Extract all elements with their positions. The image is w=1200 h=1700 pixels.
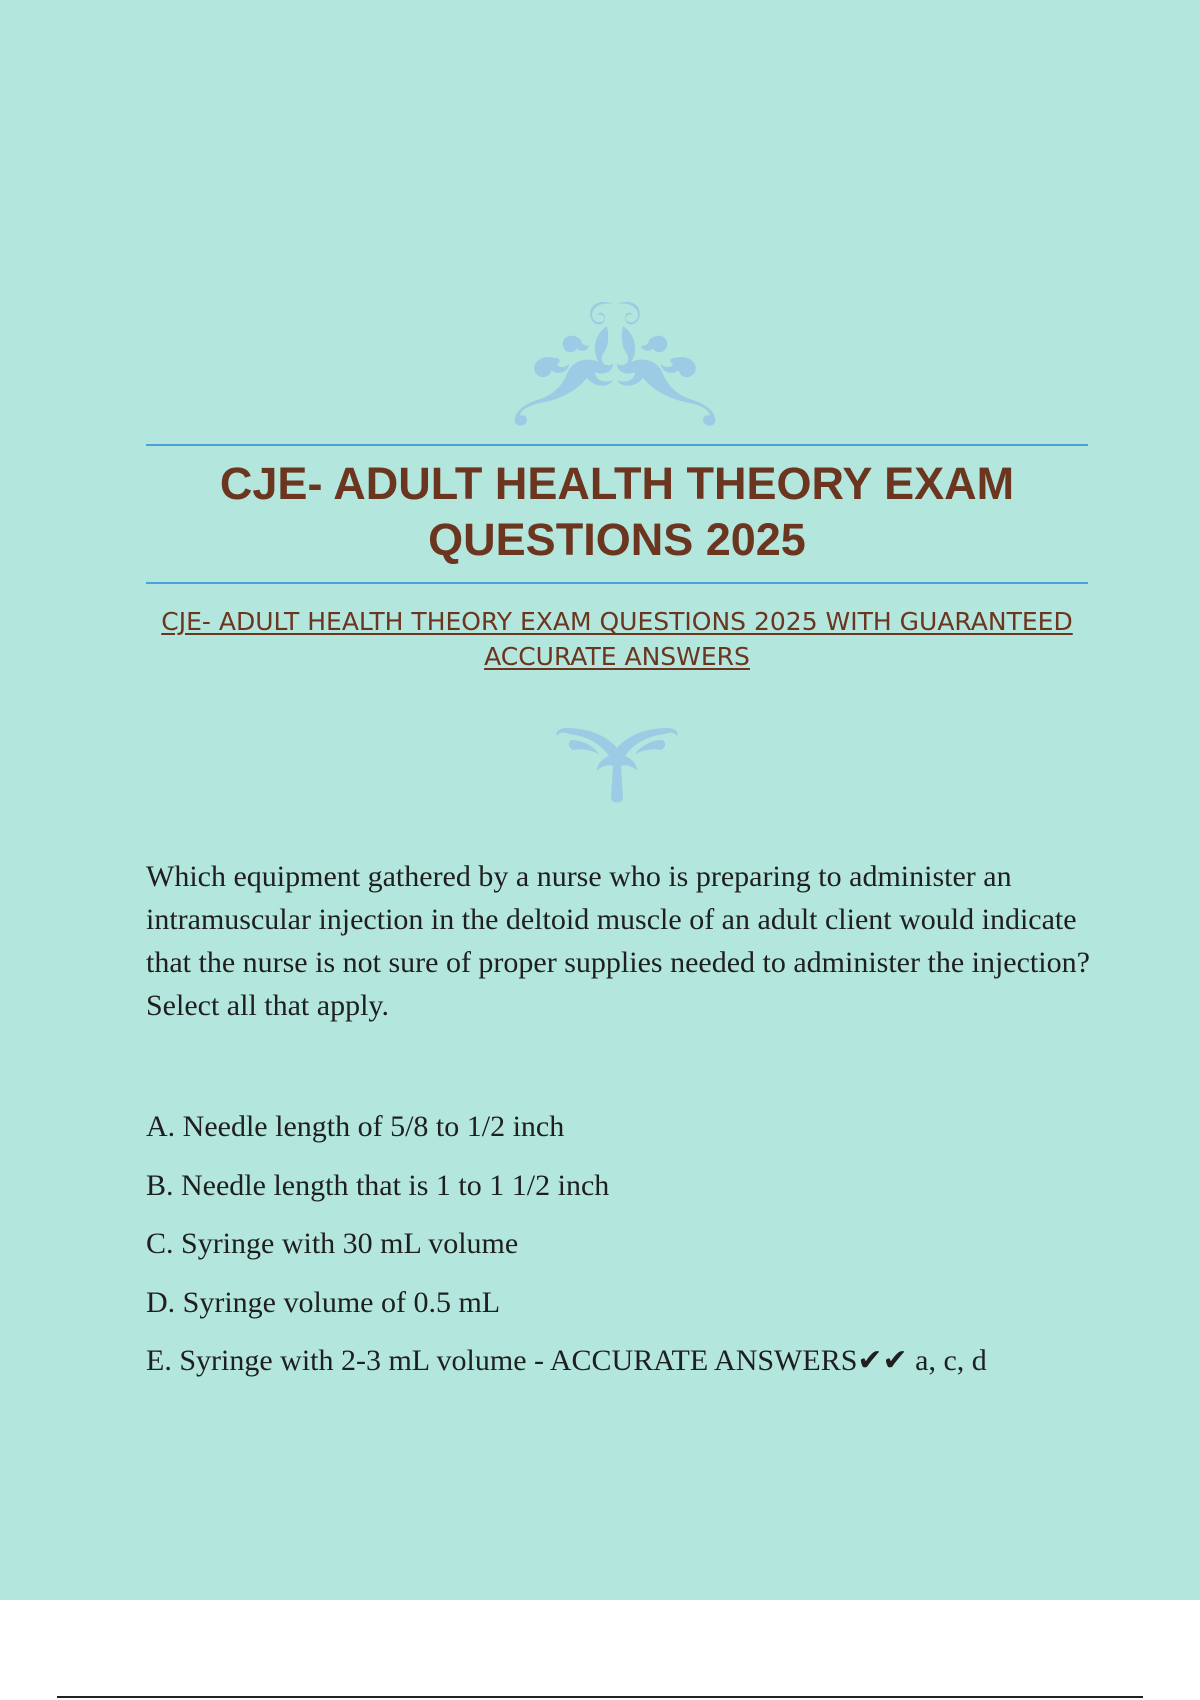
- option-b: B. Needle length that is 1 to 1 1/2 inch: [146, 1168, 610, 1202]
- option-a: A. Needle length of 5/8 to 1/2 inch: [146, 1110, 565, 1143]
- floral-scroll-icon: [495, 296, 735, 426]
- title-bottom-rule: [146, 582, 1088, 584]
- footer-rule: [57, 1696, 1143, 1698]
- option-e: E. Syringe with 2-3 mL volume - ACCURATE ANSWERS✔✔ a, c, d: [146, 1344, 987, 1377]
- title-top-rule: [146, 444, 1088, 446]
- document-title: CJE- ADULT HEALTH THEORY EXAM QUESTIONS 2025: [219, 458, 1015, 565]
- document-subtitle: CJE- ADULT HEALTH THEORY EXAM QUESTIONS 2025 WITH GUARANTEED ACCURATE ANSWERS: [161, 607, 1073, 671]
- question-text: Which equipment gathered by a nurse who is preparing to administer an intramuscular injection in the deltoid muscle of an adult client would indicate that the nurse is not sure of proper supplies needed to administer the injection? Select all that apply.: [146, 860, 1090, 1022]
- option-c: C. Syringe with 30 mL volume: [146, 1227, 519, 1260]
- option-d: D. Syringe volume of 0.5 mL: [146, 1285, 501, 1319]
- answer-options: [146, 1098, 1106, 1391]
- fleuron-icon: [553, 718, 681, 804]
